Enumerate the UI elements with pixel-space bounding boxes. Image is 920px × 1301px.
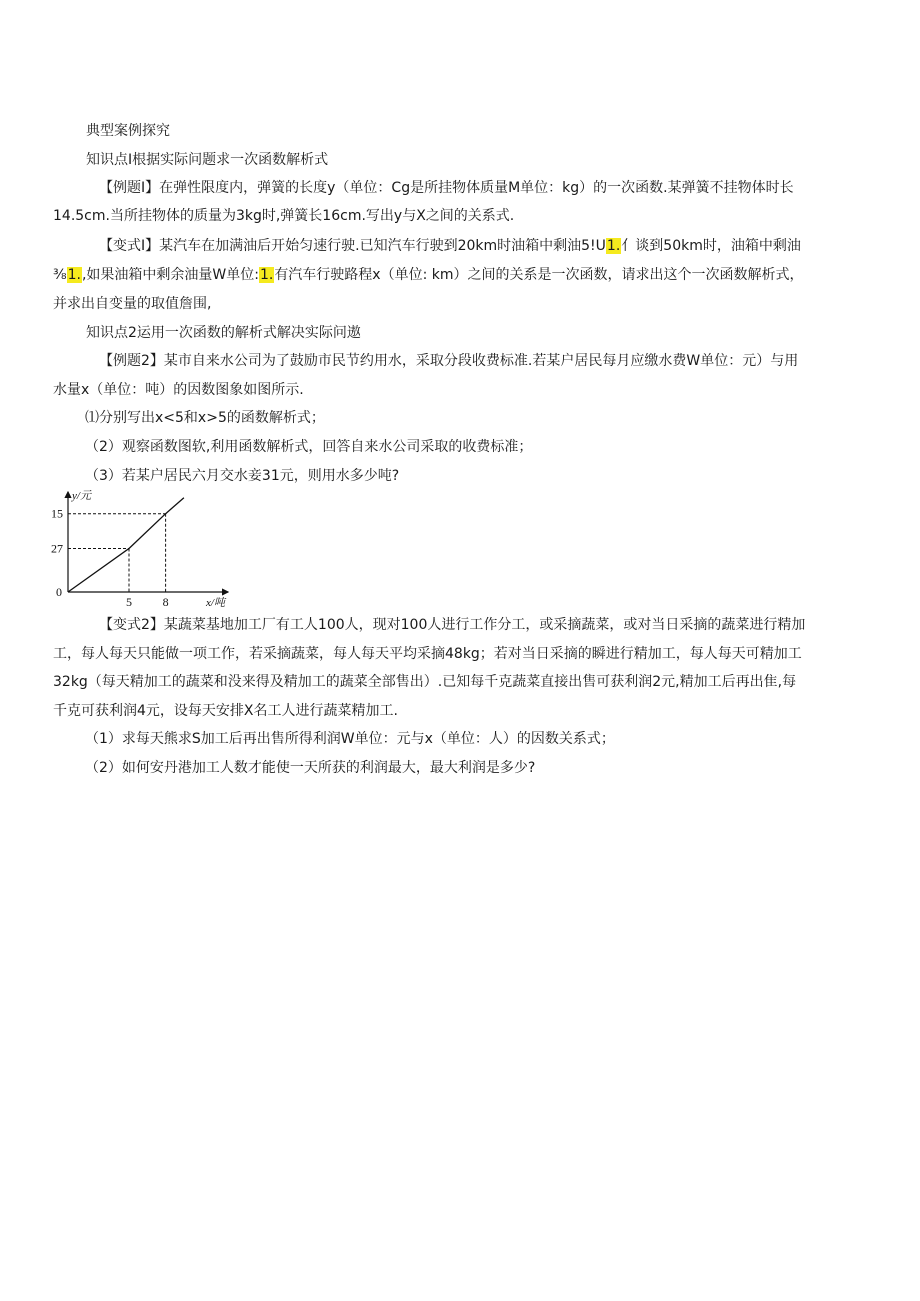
example2-q1: ⑴分别写出x<5和x>5的函数解析式； — [85, 410, 325, 426]
example2-line2: 水量x（单位：吨）的因数图象如图所示. — [53, 382, 304, 398]
y-axis-label: y/元 — [72, 490, 91, 502]
variant2-q1: （1）求每天熊求S加工后再出售所得利润W单位：元与x（单位：人）的因数关系式； — [85, 731, 615, 747]
kp2-heading: 知识点2运用一次函数的解析式解决实际问遨 — [86, 325, 361, 341]
variant1-line2: ⅜1.,如果油箱中剩余油量W单位:1.有汽车行驶路程x（单位: km）之间的关系是一次函数，请求出这个一次函数解析式， — [53, 267, 804, 283]
section-title: 典型案例探究 — [86, 123, 170, 139]
variant1-label: 【变式Ⅰ】 — [99, 238, 160, 254]
example1-line1 — [99, 178, 794, 198]
example2-q2: （2）观察函数图软,利用函数解析式，回答自来水公司采取的收费标准； — [85, 439, 533, 455]
variant2-label: 【变式2】 — [99, 617, 164, 633]
example1-text: 在弹性限度内，弹簧的长度y（单位：Cg是所挂物体质量M单位：kg）的一次函数.某弹簧不挂物体时长 — [159, 180, 794, 196]
x-tick-label: 8 — [162, 595, 169, 609]
y-tick-label: 27 — [51, 541, 63, 556]
example2-line1: 【例题2】某市自来水公司为了鼓励市民节约用水，采取分段收费标准.若某户居民每月应缴水费W单位：元）与用 — [99, 353, 799, 369]
kp1-heading: 知识点Ⅰ根据实际问题求一次函数解析式 — [86, 152, 329, 168]
origin-label: 0 — [56, 585, 62, 599]
example2-q3: （3）若某户居民六月交水妾31元，则用水多少吨? — [85, 468, 400, 484]
variant2-q2: （2）如何安丹港加工人数才能使一天所获的利润最大，最大利润是多少? — [85, 760, 536, 776]
function-segment — [129, 514, 166, 549]
highlight-mark: 1. — [606, 238, 621, 254]
highlight-mark: 1. — [259, 267, 274, 283]
variant2-line4: 千克可获利润4元，设每天安排X名工人进行蔬菜精加工. — [53, 703, 398, 719]
water-fee-graph — [50, 488, 240, 610]
variant1-line1: 【变式Ⅰ】某汽车在加满油后开始匀速行驶.已知汽车行驶到20km时油箱中剩油5!U1.亻谈到50km时，油箱中剩油 — [99, 238, 801, 254]
variant2-line2: 工，每人每天只能做一项工作，若采摘蔬菜，每人每天平均采摘48kg；若对当日采摘的瞬进行精加工，每人每天可精加工 — [53, 646, 802, 662]
function-segment — [166, 498, 184, 514]
y-tick-label: 15 — [51, 506, 63, 521]
example1-label: 【例题Ⅰ】 — [99, 180, 160, 196]
variant2-line1: 【变式2】某蔬菜基地加工厂有工人100人，现对100人进行工作分工，或采摘蔬菜，或对当日采摘的蔬菜进行精加 — [99, 617, 806, 633]
highlight-mark: 1. — [67, 267, 81, 283]
variant2-line3: 32kg（每天精加工的蔬菜和没来得及精加工的蔬菜全部售出）.已知每千克蔬菜直接出售可获利润2元,精加工后再出隹,每 — [53, 674, 797, 690]
function-segment — [68, 549, 129, 593]
variant1-line3: 并求出自变量的取值詹围, — [53, 296, 212, 312]
example1-line2: 14.5cm.当所挂物体的质量为3kg时,弹簧长16cm.写出y与X之间的关系式. — [53, 208, 515, 224]
example2-label: 【例题2】 — [99, 353, 164, 369]
x-axis-label: x/吨 — [206, 597, 225, 609]
x-tick-label: 5 — [126, 595, 132, 609]
